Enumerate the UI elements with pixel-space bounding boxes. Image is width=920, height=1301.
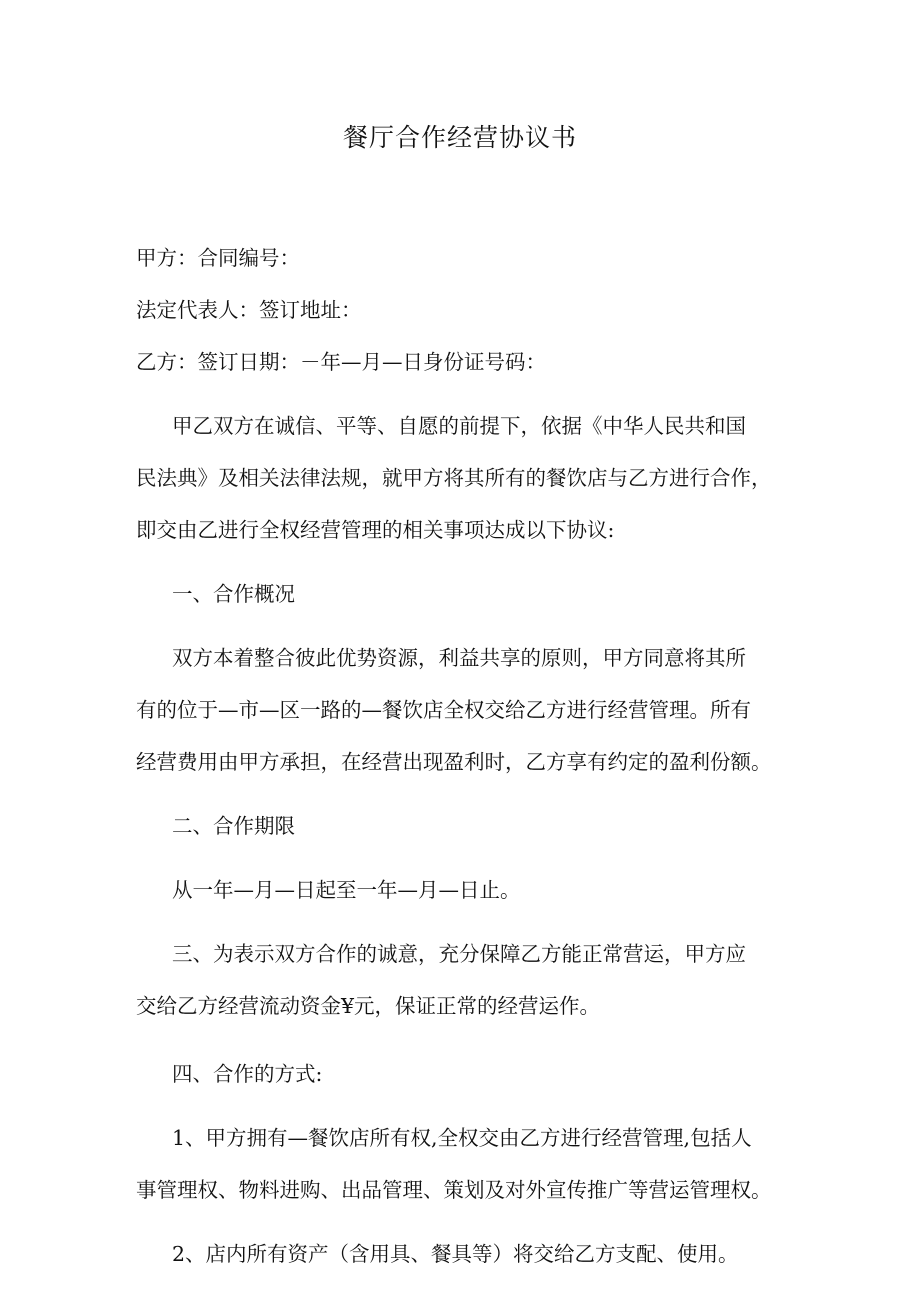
- header-line-legal-rep: 法定代表人：签订地址：: [136, 298, 362, 322]
- section2-heading: 二、合作期限: [172, 814, 295, 838]
- document-title: 餐厅合作经营协议书: [342, 123, 577, 152]
- section4-heading: 四、合作的方式:: [172, 1062, 323, 1086]
- header-line-party-a: 甲方：合同编号：: [136, 246, 300, 270]
- section4-item1-line-2: 事管理权、物料进购、出品管理、策划及对外宣传推广等营运管理权。: [136, 1178, 772, 1202]
- section3-line-1: 三、为表示双方合作的诚意，充分保障乙方能正常营运，甲方应: [172, 942, 746, 966]
- section3-line-2: 交给乙方经营流动资金¥元，保证正常的经营运作。: [136, 994, 601, 1018]
- section1-heading: 一、合作概况: [172, 582, 295, 606]
- section1-line-3: 经营费用由甲方承担，在经营出现盈利时，乙方享有约定的盈利份额。: [136, 750, 772, 774]
- document-body: [136, 238, 806, 1274]
- intro-line-1: 甲乙双方在诚信、平等、自愿的前提下，依据《中华人民共和国: [172, 414, 746, 438]
- intro-line-2: 民法典》及相关法律法规，就甲方将其所有的餐饮店与乙方进行合作，: [136, 466, 772, 490]
- section1-line-2: 有的位于—市—区一路的—餐饮店全权交给乙方进行经营管理。所有: [136, 698, 751, 722]
- intro-line-3: 即交由乙进行全权经营管理的相关事项达成以下协议:: [136, 518, 615, 542]
- section4-item1-line-1: 1、甲方拥有—餐饮店所有权,全权交由乙方进行经营管理,包括人: [172, 1126, 752, 1150]
- section2-body: 从一年—月—日起至一年—月—日止。: [172, 878, 521, 902]
- section1-line-1: 双方本着整合彼此优势资源，利益共享的原则，甲方同意将其所: [172, 646, 746, 670]
- header-line-party-b: 乙方：签订日期：－年—月—日身份证号码：: [136, 350, 546, 374]
- section4-item2: 2、店内所有资产（含用具、餐具等）将交给乙方支配、使用。: [172, 1242, 739, 1266]
